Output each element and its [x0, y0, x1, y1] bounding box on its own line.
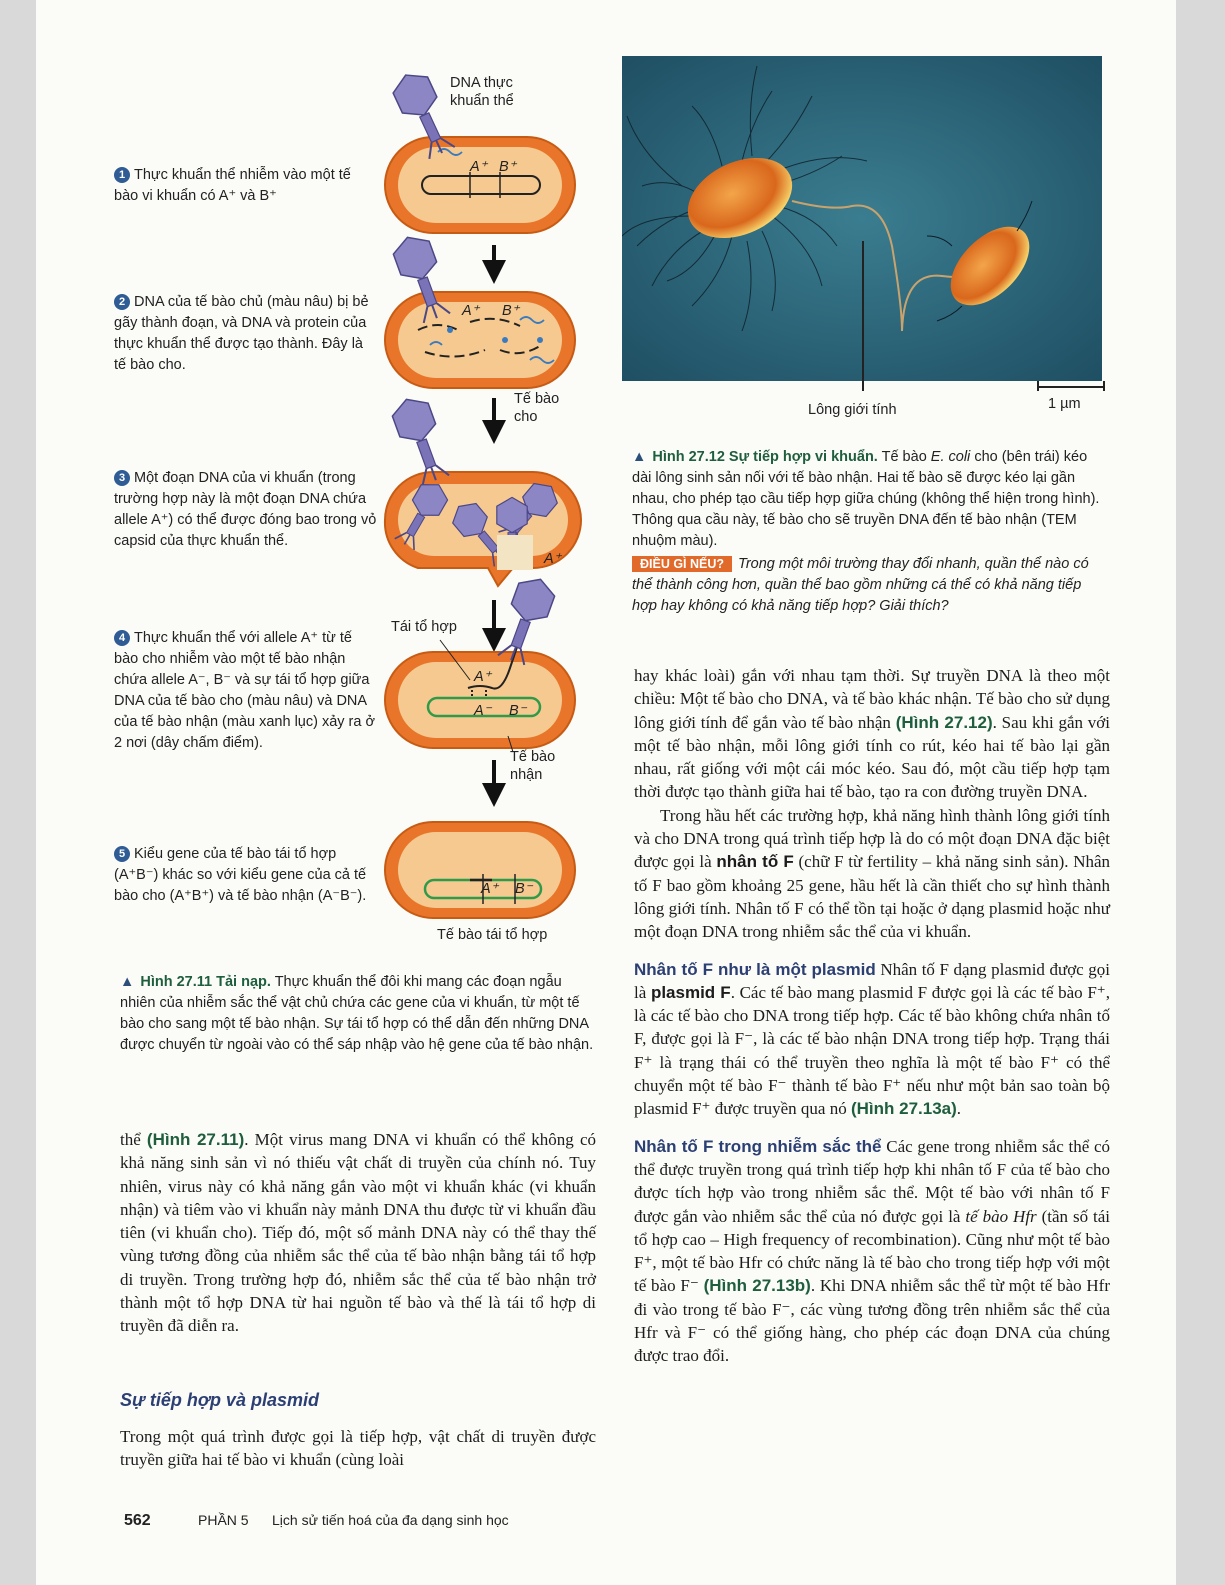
recombination-label: Tái tổ hợp: [391, 619, 457, 635]
what-if-question: [632, 554, 1110, 617]
step-2: [114, 292, 379, 376]
cell-4: [385, 573, 575, 748]
what-if-tag: ĐIỀU GÌ NẾU?: [632, 556, 732, 572]
step-number: 4: [114, 630, 130, 646]
key-term: tế bào Hfr: [965, 1206, 1037, 1226]
step-number: 2: [114, 294, 130, 310]
step-5: [114, 844, 379, 907]
figure-link[interactable]: (Hình 27.13b): [703, 1276, 811, 1296]
text-run: cho (bên trái) kéo dài lông sinh sản nối với tế bào nhận. Hai tế bào sẽ được kéo lại gần nhau, cho phép tạo cầu tiếp hợp giữa chúng (không thể hiện trong hình). Thông qua cầu này, tế bào cho sẽ truyền DNA đến tế bào nhận (TEM nhuộm màu).: [632, 449, 1100, 549]
cell-2: [385, 231, 575, 388]
allele-label: A⁺: [462, 303, 480, 319]
step-number: 1: [114, 167, 130, 183]
left-body-paragraph-1: [120, 1128, 596, 1338]
allele-label: B⁺: [502, 303, 520, 319]
recombinant-cell-label: Tế bào tái tổ hợp: [437, 927, 548, 943]
text-run: . Một virus mang DNA vi khuẩn có thể không có khả năng sinh sản vì nó thiếu vật chất di truyền của chính nó. Tuy nhiên, virus này có khả năng gắn vào một vi khuẩn khác (vi khuẩn nhận) và tiêm vào vi khuẩn này mảnh DNA thu được từ vi khuẩn đầu tiên (vi khuẩn cho). Tiếp đó, một số mảnh DNA này có thể thay thế vùng tương đồng của nhiễm sắc thể của tế bào nhận bằng tái tổ hợp di truyền. Trong trường hợp đó, nhiễm sắc thể của tế bào nhận trở thành một tổ hợp DNA từ hai nguồn tế bào và thế là tái tổ hợp di truyền đã diễn ra.: [120, 1130, 596, 1336]
text-run: thể: [120, 1130, 141, 1149]
part-title: Lịch sử tiến hoá của đa dạng sinh học: [272, 1512, 509, 1528]
key-term: nhân tố F: [716, 852, 794, 872]
allele-label: B⁻: [509, 703, 527, 719]
text-run: . Khi DNA nhiễm sắc thể từ một tế bào Hfr đi vào trong tế bào F⁻, các vùng tương đồng trên nhiễm sắc thể của Hfr và F⁻ có thể giống hàng, cho phép các đoạn DNA của chúng được trao đổi.: [634, 1276, 1110, 1366]
subsection-heading: Nhân tố F như là một plasmid: [634, 959, 876, 979]
figure-link[interactable]: (Hình 27.12): [895, 712, 993, 732]
recipient-cell-label: Tế bào nhận: [510, 749, 556, 783]
caption-marker-icon: ▲: [120, 974, 135, 990]
key-term: plasmid F: [650, 982, 731, 1002]
donor-cell-label: Tế bào cho: [514, 391, 560, 425]
text-run: Trong hầu hết các trường hợp, khả năng hình thành lông giới tính và cho DNA trong quá trình tiếp hợp là do có một đoạn DNA đặc biệt được gọi là: [634, 805, 1110, 872]
text-run: Nhân tố F dạng plasmid được gọi là: [634, 959, 1111, 1002]
step-4: [114, 628, 379, 754]
scale-bar: [1037, 386, 1105, 388]
text-run: Các gene trong nhiễm sắc thể có thể được truyền trong quá trình tiếp hợp khi nhân tố F của tế bào cho được tích hợp vào trong nhiễm sắc thể. Một tế bào với nhân tố F được gắn vào nhiễm sắc thể của nó được gọi là: [634, 1136, 1111, 1226]
step-text: Thực khuẩn thể với allele A⁺ từ tế bào cho nhiễm vào một tế bào nhận chứa allele A⁻, B⁻ và sự tái tổ hợp giữa DNA của tế bào cho (màu nâu) và DNA của tế bào nhận (màu xanh lục) xảy ra ở 2 nơi (dây chấm điểm).: [114, 630, 375, 751]
allele-label: A⁺: [470, 159, 488, 175]
caption-title: Hình 27.11 Tải nạp.: [140, 974, 271, 990]
step-3: [114, 468, 379, 552]
allele-label: B⁻: [515, 881, 533, 897]
part-number: PHẦN 5: [198, 1512, 249, 1528]
species-name: E. coli: [930, 449, 971, 465]
phage-dna-label: DNA thực khuẩn thể: [450, 75, 514, 109]
caption-title: Hình 27.12 Sự tiếp hợp vi khuẩn.: [652, 449, 878, 465]
step-text: DNA của tế bào chủ (màu nâu) bị bẻ gãy thành đoạn, và DNA và protein của thực khuẩn thể được tạo thành. Đây là tế bào cho.: [114, 294, 369, 373]
text-run: .: [956, 1099, 962, 1119]
right-body: [634, 664, 1110, 1368]
scale-bar-tick: [1103, 381, 1105, 391]
allele-label: A⁺: [544, 551, 562, 567]
scale-label: 1 µm: [1048, 396, 1081, 412]
caption-text: Thực khuẩn thể đôi khi mang các đoạn ngẫu nhiên của nhiễm sắc thể vật chủ chứa các gene của vi khuẩn, từ một tế bào cho sang một tế bào nhận. Sự tái tổ hợp có thể dẫn đến những DNA được chuyển từ ngoài vào có thể sáp nhập vào hệ gene của tế bào nhận.: [120, 974, 594, 1053]
text-run: (tần số tái tổ hợp cao – High frequency of recombination). Cũng như một tế bào F⁺, một tế bào Hfr có chức năng là tế bào cho trong tiếp hợp với một tế bào F⁻: [634, 1206, 1110, 1296]
text-run: (chữ F từ fertility – khả năng sinh sản). Nhân tố F bao gồm khoảng 25 gene, hầu hết là cần thiết cho sự hình thành lông giới tính. Nhân tố F có thể tồn tại hoặc ở dạng plasmid hoặc như một đoạn DNA trong nhiễm sắc thể của vi khuẩn.: [634, 852, 1111, 942]
subsection-heading: Nhân tố F trong nhiễm sắc thể: [634, 1136, 882, 1156]
text-run: . Sau khi gắn với một tế bào nhận, mỗi lông giới tính co rút, kéo hai tế bào lại gần nhau, rất giống với một cái móc kéo. Sau đó, một cầu tiếp hợp tạm thời được tạo thành giữa hai tế bào, tạo ra con đường truyền DNA.: [634, 712, 1111, 802]
figure-27-11-caption: [120, 972, 595, 1056]
allele-label: A⁺: [474, 669, 492, 685]
micrograph-label-area: [622, 381, 1112, 427]
pilus-pointer-line: [862, 241, 864, 391]
figure-link[interactable]: (Hình 27.11): [146, 1130, 245, 1149]
what-if-text: Trong một môi trường thay đổi nhanh, quần thể nào có thể thành công hơn, quần thể bao gồm những cá thể có khả năng tiếp hợp hay không có khả năng tiếp hợp? Giải thích?: [632, 556, 1089, 614]
step-number: 3: [114, 470, 130, 486]
step-1: [114, 165, 379, 207]
caption-marker-icon: ▲: [632, 449, 647, 465]
pilus-label: Lông giới tính: [808, 402, 897, 418]
allele-label: A⁻: [474, 703, 492, 719]
allele-label: B⁺: [499, 159, 517, 175]
text-run: Tế bào: [881, 449, 927, 465]
cell-5: [385, 822, 575, 918]
allele-label: A⁺: [481, 881, 499, 897]
page-number: 562: [124, 1512, 151, 1529]
step-text: Thực khuẩn thể nhiễm vào một tế bào vi khuẩn có A⁺ và B⁺: [114, 167, 351, 204]
left-body-paragraph-2: Trong một quá trình được gọi là tiếp hợp, vật chất di truyền được truyền giữa hai tế bào vi khuẩn (cùng loài: [120, 1427, 596, 1470]
figure-27-12-caption: [632, 447, 1110, 617]
text-run: . Các tế bào mang plasmid F được gọi là các tế bào F⁺, là các tế bào cho DNA trong tiếp hợp. Các tế bào không chứa nhân tố F, được gọi là F⁻, là các tế bào nhận DNA trong tiếp hợp. Trạng thái F⁺ là trạng thái có thể truyền theo nghĩa là một tế bào F⁺ có thể chuyển một tế bào F⁻ thành tế bào F⁺ nếu như một bản sao toàn bộ plasmid F⁺ được truyền qua nó: [634, 982, 1110, 1119]
scale-bar-tick: [1037, 381, 1039, 391]
step-number: 5: [114, 846, 130, 862]
step-text: Kiểu gene của tế bào tái tổ hợp (A⁺B⁻) khác so với kiểu gene của cả tế bào cho (A⁺B⁺) và tế bào nhận (A⁻B⁻).: [114, 846, 367, 904]
step-text: Một đoạn DNA của vi khuẩn (trong trường hợp này là một đoạn DNA chứa allele A⁺) có thể được đóng bao trong vỏ capsid của thực khuẩn thể.: [114, 470, 377, 549]
figure-link[interactable]: (Hình 27.13a): [850, 1099, 957, 1119]
section-heading: Sự tiếp hợp và plasmid: [120, 1390, 319, 1410]
text-run: hay khác loài) gắn với nhau tạm thời. Sự truyền DNA là theo một chiều: Một tế bào cho DNA, và tế bào khác nhận. Tế bào cho sử dụng lông giới tính để gắn vào tế bào nhận: [634, 666, 1110, 732]
